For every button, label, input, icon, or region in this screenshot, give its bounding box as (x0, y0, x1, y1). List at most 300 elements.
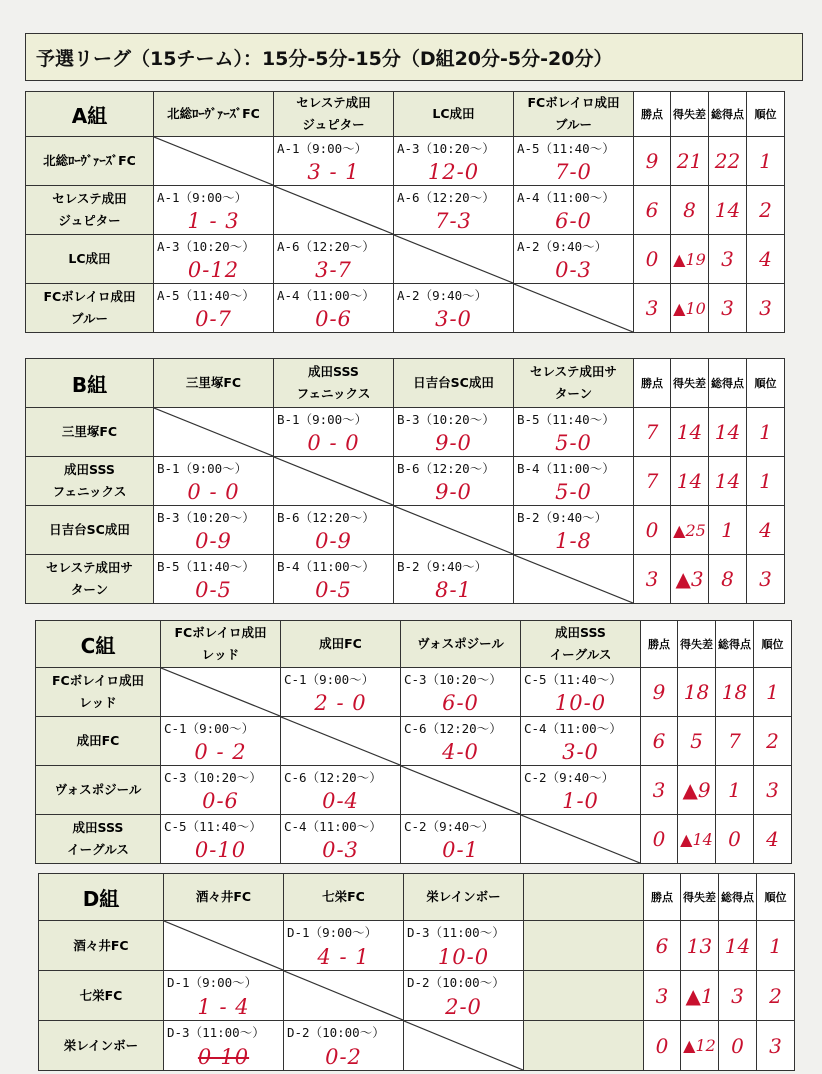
match-time: A-4（11:00～） (277, 288, 375, 303)
diagonal-line (394, 235, 513, 283)
match-score: 12-0 (427, 160, 480, 184)
match-time: A-1（9:00～） (277, 141, 368, 156)
goals-for-value: 18 (716, 668, 754, 717)
goals-for-value: 3 (709, 235, 747, 284)
match-time: D-2（10:00～） (407, 975, 505, 990)
goal-diff-value: 8 (671, 186, 709, 235)
match-score: 6-0 (442, 691, 479, 715)
column-team-header (161, 621, 281, 668)
diagonal-line (521, 815, 640, 863)
match-cell (154, 186, 274, 235)
match-score: 0 - 0 (307, 431, 360, 455)
empty-cell (524, 1021, 644, 1071)
match-cell (274, 235, 394, 284)
points-value: 7 (634, 457, 671, 506)
row-team-name (36, 668, 161, 717)
stat-header: 勝点 (634, 92, 671, 137)
goals-for-value: 22 (709, 137, 747, 186)
match-time: B-2（9:40～） (517, 510, 608, 525)
match-cell (401, 668, 521, 717)
match-time: B-1（9:00～） (157, 461, 248, 476)
match-time: C-6（12:20～） (404, 721, 502, 736)
row-team-name (26, 137, 154, 186)
team-name-line: 七栄FC (322, 889, 365, 904)
row-team-name (26, 408, 154, 457)
match-cell (281, 766, 401, 815)
row-team-name (36, 717, 161, 766)
match-score: 8-1 (435, 578, 472, 602)
match-score: 2 - 0 (314, 691, 367, 715)
match-score: 3-0 (435, 307, 472, 331)
stat-header: 順位 (757, 874, 795, 921)
team-name-line: FCボレイロ成田 (51, 673, 145, 688)
stat-header: 得失差 (681, 874, 719, 921)
column-team-header (521, 621, 641, 668)
match-cell (274, 137, 394, 186)
match-time: B-4（11:00～） (277, 559, 375, 574)
match-score: 0 - 2 (194, 740, 247, 764)
match-score: 0-10 (194, 838, 247, 862)
diagonal-line (401, 766, 520, 814)
match-score: 1 - 3 (187, 209, 240, 233)
points-value: 0 (634, 235, 671, 284)
match-time: C-5（11:40～） (164, 819, 262, 834)
team-row (26, 186, 785, 235)
diagonal-line (154, 408, 273, 456)
rank-value: 1 (754, 668, 792, 717)
diagonal-cell (514, 284, 634, 333)
team-name-line: 栄レインボー (426, 889, 501, 904)
team-name-line: セレステ成田サ (46, 560, 133, 575)
team-name-line: イーグルス (67, 842, 129, 857)
team-name-line: ジュピター (58, 213, 121, 228)
match-score: 0-2 (325, 1045, 362, 1069)
team-name-line: ジュピター (302, 117, 365, 132)
stat-header: 総得点 (709, 359, 747, 408)
row-team-name (26, 555, 154, 604)
stat-header: 得失差 (671, 92, 709, 137)
goal-diff-value: ▲12 (681, 1021, 719, 1071)
match-score: 4-0 (442, 740, 479, 764)
team-row (39, 921, 795, 971)
goals-for-value: 3 (719, 971, 757, 1021)
match-cell (161, 815, 281, 864)
diagonal-line (281, 717, 400, 765)
rank-value: 1 (747, 457, 785, 506)
goals-for-value: 0 (716, 815, 754, 864)
match-score: 1-8 (555, 529, 592, 553)
team-name-line: 三里塚FC (61, 424, 118, 439)
team-name-line: フェニックス (296, 386, 371, 401)
match-cell (521, 766, 641, 815)
empty-column-header (524, 874, 644, 921)
group-name: C組 (36, 621, 161, 668)
goal-diff-value: ▲9 (678, 766, 716, 815)
group-table-4 (38, 873, 795, 1071)
column-team-header (274, 359, 394, 408)
column-team-header (514, 92, 634, 137)
rank-value: 2 (754, 717, 792, 766)
stat-header: 総得点 (709, 92, 747, 137)
match-time: B-2（9:40～） (397, 559, 488, 574)
goal-diff-value: ▲14 (678, 815, 716, 864)
match-cell (521, 668, 641, 717)
goals-for-value: 14 (719, 921, 757, 971)
points-value: 9 (634, 137, 671, 186)
rank-value: 2 (747, 186, 785, 235)
column-team-header (164, 874, 284, 921)
match-cell (274, 408, 394, 457)
row-team-name (26, 506, 154, 555)
rank-value: 4 (747, 506, 785, 555)
match-score: 2-0 (445, 995, 482, 1019)
row-team-name (26, 284, 154, 333)
match-score: 3-0 (562, 740, 599, 764)
diagonal-cell (284, 971, 404, 1021)
rank-value: 3 (754, 766, 792, 815)
team-row (26, 284, 785, 333)
rank-value: 1 (747, 137, 785, 186)
diagonal-cell (514, 555, 634, 604)
match-time: B-3（10:20～） (397, 412, 495, 427)
match-score: 10-0 (554, 691, 607, 715)
match-cell (284, 1021, 404, 1071)
match-cell (394, 457, 514, 506)
match-cell (164, 971, 284, 1021)
team-name-line: セレステ成田 (296, 95, 371, 110)
diagonal-line (274, 457, 393, 505)
goal-diff-value: ▲25 (671, 506, 709, 555)
team-name-line: レッド (201, 647, 240, 662)
goal-diff-value: 13 (681, 921, 719, 971)
goals-for-value: 1 (716, 766, 754, 815)
points-value: 9 (641, 668, 678, 717)
match-score: 5-0 (555, 431, 592, 455)
team-name-line: ヴォスポジール (54, 782, 142, 797)
row-team-name (39, 921, 164, 971)
team-name-line: FCボレイロ成田 (43, 289, 136, 304)
group-name: D組 (39, 874, 164, 921)
diagonal-cell (401, 766, 521, 815)
match-time: D-3（11:00～） (167, 1025, 265, 1040)
column-team-header (154, 359, 274, 408)
match-score: 0 - 0 (187, 480, 240, 504)
match-score: 0-5 (195, 578, 232, 602)
points-value: 0 (634, 506, 671, 555)
team-name-line: 成田FC (76, 733, 120, 748)
match-cell (164, 1021, 284, 1071)
column-team-header (394, 359, 514, 408)
team-name-line: フェニックス (52, 484, 127, 499)
match-time: B-3（10:20～） (157, 510, 255, 525)
diagonal-cell (161, 668, 281, 717)
match-time: C-2（9:40～） (404, 819, 495, 834)
diagonal-cell (394, 235, 514, 284)
team-name-line: 成田SSS (64, 462, 115, 477)
match-score: 0-10 (197, 1045, 250, 1069)
match-time: B-5（11:40～） (517, 412, 615, 427)
team-row (36, 766, 792, 815)
diagonal-line (274, 186, 393, 234)
team-name-line: 北総ﾛｰｳﾞｧｰｽﾞFC (167, 106, 260, 121)
team-name-line: 日吉台SC成田 (413, 375, 494, 390)
match-time: C-4（11:00～） (524, 721, 622, 736)
team-row (39, 971, 795, 1021)
match-cell (394, 186, 514, 235)
team-name-line: ターン (554, 386, 593, 401)
match-time: D-1（9:00～） (287, 925, 378, 940)
diagonal-line (161, 668, 280, 716)
match-cell (394, 284, 514, 333)
team-name-line: レッド (79, 695, 117, 710)
goals-for-value: 3 (709, 284, 747, 333)
team-name-line: 日吉台SC成田 (49, 522, 130, 537)
match-score: 6-0 (555, 209, 592, 233)
column-team-header (281, 621, 401, 668)
column-team-header (154, 92, 274, 137)
match-time: C-6（12:20～） (284, 770, 382, 785)
team-row (36, 717, 792, 766)
team-name-line: 成田SSS (308, 364, 359, 379)
column-team-header (394, 92, 514, 137)
match-time: A-6（12:20～） (277, 239, 375, 254)
match-time: A-2（9:40～） (517, 239, 608, 254)
team-row (26, 555, 785, 604)
match-score: 0-6 (202, 789, 239, 813)
match-time: C-4（11:00～） (284, 819, 382, 834)
points-value: 6 (634, 186, 671, 235)
column-team-header (514, 359, 634, 408)
match-score: 3 - 1 (307, 160, 360, 184)
match-cell (521, 717, 641, 766)
rank-value: 4 (754, 815, 792, 864)
match-time: D-1（9:00～） (167, 975, 258, 990)
team-name-line: LC成田 (432, 106, 475, 121)
match-score: 5-0 (555, 480, 592, 504)
stat-header: 順位 (747, 359, 785, 408)
diagonal-cell (154, 137, 274, 186)
match-score: 7-3 (435, 209, 472, 233)
points-value: 6 (644, 921, 681, 971)
rank-value: 1 (757, 921, 795, 971)
match-cell (274, 555, 394, 604)
diagonal-line (164, 921, 283, 970)
stat-header: 勝点 (634, 359, 671, 408)
team-name-line: セレステ成田 (52, 191, 127, 206)
goals-for-value: 14 (709, 457, 747, 506)
match-time: C-1（9:00～） (164, 721, 255, 736)
goals-for-value: 0 (719, 1021, 757, 1071)
rank-value: 3 (747, 284, 785, 333)
goal-diff-value: ▲1 (681, 971, 719, 1021)
match-score: 0-7 (195, 307, 232, 331)
empty-cell (524, 971, 644, 1021)
match-time: A-2（9:40～） (397, 288, 488, 303)
group-table-1 (25, 91, 785, 333)
match-cell (154, 555, 274, 604)
team-name-line: FCボレイロ成田 (527, 95, 620, 110)
row-team-name (36, 815, 161, 864)
diagonal-cell (164, 921, 284, 971)
goals-for-value: 1 (709, 506, 747, 555)
team-name-line: 酒々井FC (195, 889, 252, 904)
match-time: C-3（10:20～） (164, 770, 262, 785)
team-row (26, 137, 785, 186)
team-name-line: 三里塚FC (185, 375, 242, 390)
stat-header: 順位 (747, 92, 785, 137)
team-name-line: 栄レインボー (63, 1037, 139, 1053)
match-cell (154, 284, 274, 333)
diagonal-line (514, 555, 633, 603)
match-score: 0-6 (315, 307, 352, 331)
match-cell (154, 506, 274, 555)
column-team-header (401, 621, 521, 668)
match-cell (514, 408, 634, 457)
team-name-line: 北総ﾛｰｳﾞｧｰｽﾞFC (43, 153, 136, 168)
match-cell (401, 717, 521, 766)
group-table-2 (25, 358, 785, 604)
match-score: 0-5 (315, 578, 352, 602)
match-cell (394, 555, 514, 604)
team-name-line: ヴォスポジール (417, 636, 504, 651)
group-name: B組 (26, 359, 154, 408)
match-cell (394, 408, 514, 457)
match-score: 9-0 (435, 480, 472, 504)
match-cell (284, 921, 404, 971)
match-cell (154, 235, 274, 284)
match-cell (161, 717, 281, 766)
empty-cell (524, 921, 644, 971)
row-team-name (36, 766, 161, 815)
match-time: C-3（10:20～） (404, 672, 502, 687)
match-cell (394, 137, 514, 186)
column-team-header (284, 874, 404, 921)
match-cell (281, 668, 401, 717)
match-cell (274, 506, 394, 555)
points-value: 3 (644, 971, 681, 1021)
match-time: A-5（11:40～） (157, 288, 255, 303)
match-cell (514, 186, 634, 235)
match-score: 4 - 1 (317, 945, 370, 969)
match-time: B-4（11:00～） (517, 461, 615, 476)
match-cell (514, 457, 634, 506)
goal-diff-value: 18 (678, 668, 716, 717)
points-value: 3 (634, 284, 671, 333)
match-time: D-3（11:00～） (407, 925, 505, 940)
match-time: B-6（12:20～） (397, 461, 495, 476)
match-time: A-3（10:20～） (397, 141, 495, 156)
points-value: 3 (634, 555, 671, 604)
team-row (26, 506, 785, 555)
team-row (36, 668, 792, 717)
row-team-name (39, 971, 164, 1021)
rank-value: 4 (747, 235, 785, 284)
match-time: B-5（11:40～） (157, 559, 255, 574)
goals-for-value: 14 (709, 186, 747, 235)
match-time: A-6（12:20～） (397, 190, 495, 205)
diagonal-cell (394, 506, 514, 555)
match-cell (404, 971, 524, 1021)
match-time: D-2（10:00～） (287, 1025, 385, 1040)
match-score: 7-0 (555, 160, 592, 184)
team-row (39, 1021, 795, 1071)
match-time: A-1（9:00～） (157, 190, 248, 205)
match-score: 0-1 (442, 838, 479, 862)
match-time: A-4（11:00～） (517, 190, 615, 205)
stat-header: 勝点 (641, 621, 678, 668)
stat-header: 得失差 (678, 621, 716, 668)
rank-value: 3 (747, 555, 785, 604)
match-time: C-1（9:00～） (284, 672, 375, 687)
team-row (26, 235, 785, 284)
match-time: B-1（9:00～） (277, 412, 368, 427)
diagonal-cell (274, 186, 394, 235)
match-cell (404, 921, 524, 971)
match-time: B-6（12:20～） (277, 510, 375, 525)
diagonal-line (514, 284, 633, 332)
match-cell (154, 457, 274, 506)
match-cell (161, 766, 281, 815)
row-team-name (26, 457, 154, 506)
column-team-header (274, 92, 394, 137)
rank-value: 1 (747, 408, 785, 457)
diagonal-cell (274, 457, 394, 506)
match-cell (401, 815, 521, 864)
match-cell (514, 506, 634, 555)
goal-diff-value: 21 (671, 137, 709, 186)
team-name-line: ブルー (70, 311, 108, 326)
team-row (26, 408, 785, 457)
team-name-line: 成田SSS (72, 820, 124, 835)
rank-value: 3 (757, 1021, 795, 1071)
match-score: 1 - 4 (197, 995, 250, 1019)
match-score: 0-4 (322, 789, 359, 813)
goal-diff-value: 14 (671, 408, 709, 457)
team-name-line: ターン (70, 582, 109, 597)
diagonal-line (404, 1021, 523, 1070)
stat-header: 総得点 (719, 874, 757, 921)
points-value: 0 (644, 1021, 681, 1071)
match-score: 0-3 (322, 838, 359, 862)
goal-diff-value: ▲3 (671, 555, 709, 604)
points-value: 7 (634, 408, 671, 457)
team-name-line: FCボレイロ成田 (174, 625, 267, 640)
goal-diff-value: 5 (678, 717, 716, 766)
diagonal-cell (281, 717, 401, 766)
points-value: 0 (641, 815, 678, 864)
column-team-header (404, 874, 524, 921)
team-name-line: ブルー (554, 117, 592, 132)
match-score: 9-0 (435, 431, 472, 455)
goal-diff-value: ▲19 (671, 235, 709, 284)
team-row (26, 457, 785, 506)
goals-for-value: 14 (709, 408, 747, 457)
group-table-3 (35, 620, 792, 864)
match-time: C-5（11:40～） (524, 672, 622, 687)
match-score: 0-9 (315, 529, 352, 553)
diagonal-cell (521, 815, 641, 864)
team-name-line: 酒々井FC (73, 937, 129, 953)
diagonal-cell (404, 1021, 524, 1071)
diagonal-line (284, 971, 403, 1020)
team-name-line: 成田SSS (555, 625, 606, 640)
row-team-name (26, 235, 154, 284)
diagonal-line (394, 506, 513, 554)
goal-diff-value: ▲10 (671, 284, 709, 333)
match-time: A-3（10:20～） (157, 239, 255, 254)
team-row (36, 815, 792, 864)
page-title: 予選リーグ（15チーム）：15分-5分-15分（D組20分-5分-20分） (25, 33, 803, 81)
